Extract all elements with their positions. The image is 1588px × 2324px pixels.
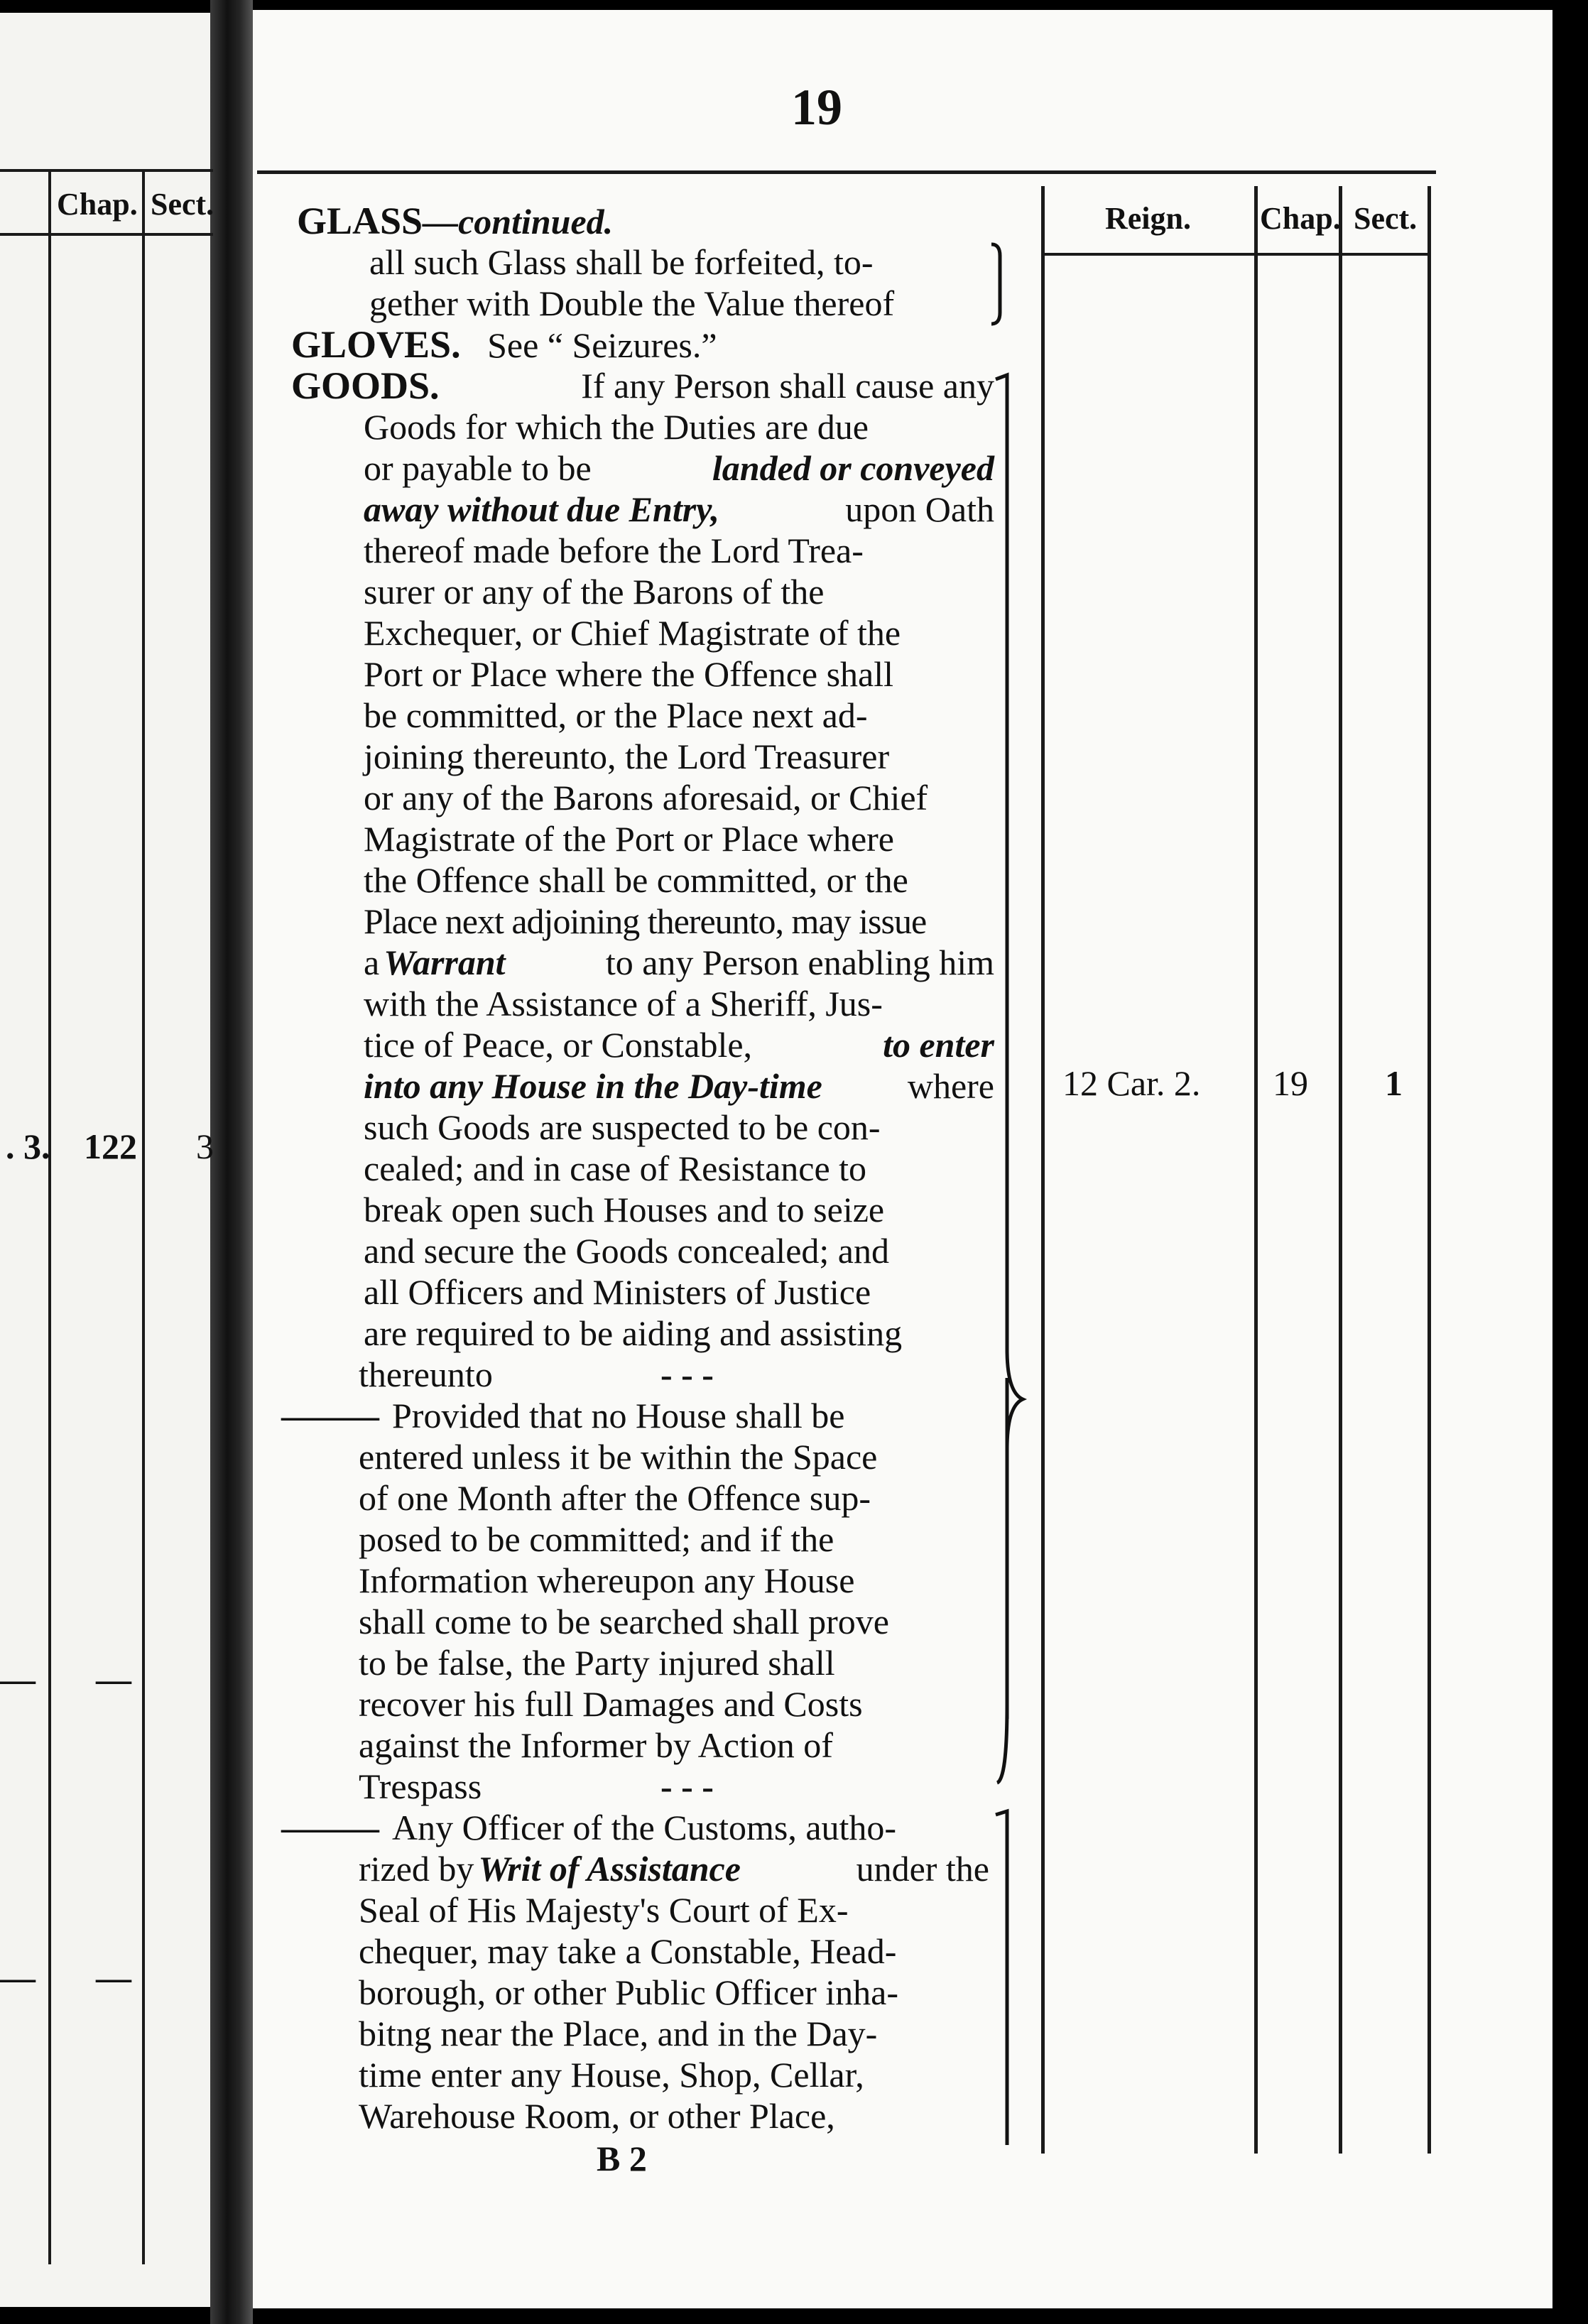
left-dash: — [96,1958,131,1997]
heading-word: GLOVES. [291,323,461,366]
text-span: where [907,1066,994,1106]
text-line: gether with Double the Value thereof [369,283,895,323]
sect-value: 1 [1385,1063,1403,1103]
italic-span: Writ of Assistance [478,1849,741,1889]
text-line: If any Person shall cause any [581,366,994,406]
text-line [364,1065,994,1107]
left-reign-fragment: . 3. [6,1126,50,1166]
left-sect-header: Sect. [151,187,214,222]
text-line: borough, or other Public Officer inha- [359,1972,898,2012]
text-line: Port or Place where the Offence shall [364,654,894,694]
text-line: Magistrate of the Port or Place where [364,819,894,859]
table-top-rule [257,170,1436,174]
text-span: tice of Peace, or Constable, [364,1025,753,1065]
text-line: Information whereupon any House [359,1560,855,1600]
text-line [364,489,994,530]
text-line: entered unless it be within the Space [359,1437,878,1477]
text-line: to be false, the Party injured shall [359,1643,835,1683]
heading-continued: —continued. [423,202,614,241]
text-line: Any Officer of the Customs, autho- [392,1808,897,1847]
italic-span: away without due Entry, [364,489,720,529]
table-right-rule [1427,186,1431,2154]
text-line: or any of the Barons aforesaid, or Chief [364,778,928,818]
text-line: all Officers and Ministers of Justice [364,1272,871,1312]
sect-header: Sect. [1354,201,1418,236]
text-line: all such Glass shall be forfeited, to- [369,242,874,282]
text-line: shall come to be searched shall prove [359,1602,889,1641]
left-sect-fragment: 3 [196,1126,214,1166]
italic-span: landed or conveyed [712,448,994,488]
text-line: be committed, or the Place next ad- [364,695,868,735]
reign-header: Reign. [1105,201,1191,236]
text-line: thereunto [359,1354,493,1394]
italic-span: Warrant [384,943,506,982]
entry-heading-glass [297,200,613,242]
entry-heading-goods [291,365,994,406]
heading-word: GOODS. [291,364,440,407]
text-line: such Goods are suspected to be con- [364,1107,881,1147]
italic-span: into any House in the Day-time [364,1066,822,1106]
text-line: Goods for which the Duties are due [364,407,869,447]
printer-signature: B 2 [597,2139,647,2178]
brace-bracket [991,369,1041,2159]
reign-column-rule [1041,186,1045,2154]
left-column-rule [48,169,51,2264]
leader-dashes: - - - [660,1354,714,1394]
heading-word: GLASS [297,200,423,242]
text-line: posed to be committed; and if the [359,1519,834,1559]
text-line: cealed; and in case of Resistance to [364,1149,867,1188]
text-line: chequer, may take a Constable, Head- [359,1931,897,1971]
italic-span: to enter [883,1025,994,1065]
text-line [359,1848,989,1889]
text-line: Place next adjoining thereunto, may issue [364,901,927,941]
entry-heading-gloves [291,324,717,366]
text-line: break open such Houses and to seize [364,1190,885,1229]
sect-column-rule [1339,186,1342,2154]
cross-reference: See “ Seizures.” [487,325,717,365]
bracket [986,241,1014,327]
text-line: with the Assistance of a Sheriff, Jus- [364,984,883,1023]
text-line: Trespass [359,1766,482,1806]
em-dash-lead: ——— [281,1396,375,1435]
text-line: joining thereunto, the Lord Treasurer [364,737,890,776]
text-line: against the Informer by Action of [359,1725,833,1765]
text-span: rized by [359,1849,474,1889]
text-line: time enter any House, Shop, Cellar, [359,2055,864,2095]
left-dash: — [96,1659,131,1699]
left-chap-header: Chap. [57,187,138,222]
text-span: or payable to be [364,448,592,488]
text-line: the Offence shall be committed, or the [364,860,908,900]
text-line: Seal of His Majesty's Court of Ex- [359,1890,849,1930]
provision-first-line [281,1395,994,1436]
chap-header: Chap. [1260,201,1341,236]
text-line: and secure the Goods concealed; and [364,1231,889,1271]
chap-value: 19 [1273,1063,1308,1103]
text-line: thereof made before the Lord Trea- [364,531,864,570]
text-span: under the [856,1849,989,1889]
scan-border [1552,0,1588,2324]
table-header-rule [1043,253,1430,256]
reign-value: 12 Car. 2. [1062,1063,1201,1103]
left-header-rule-top [0,169,213,172]
text-line [364,1024,994,1065]
text-line: Exchequer, or Chief Magistrate of the [364,613,901,653]
text-span: to any Person enabling him [605,943,994,982]
left-chap-value: 122 [84,1126,137,1166]
text-line: Provided that no House shall be [392,1396,845,1435]
text-line [364,942,994,983]
left-dash: — [0,1958,36,1997]
left-column-rule [142,169,145,2264]
text-line: surer or any of the Barons of the [364,572,825,612]
text-line: are required to be aiding and assisting [364,1313,903,1353]
text-line [364,447,994,489]
text-line: of one Month after the Offence sup- [359,1478,871,1518]
text-line: bitng near the Place, and in the Day- [359,2014,878,2053]
book-gutter [210,0,253,2324]
text-line: Warehouse Room, or other Place, [359,2096,835,2136]
text-line: recover his full Damages and Costs [359,1684,863,1724]
text-span: a [364,943,380,982]
text-span: upon Oath [845,489,994,529]
left-dash: — [0,1659,36,1699]
left-header-rule-bottom [0,233,213,236]
leader-dashes: - - - [660,1766,714,1806]
em-dash-lead: ——— [281,1808,375,1847]
provision-first-line [281,1807,994,1848]
chap-column-rule [1254,186,1258,2154]
page-number: 19 [791,79,842,136]
